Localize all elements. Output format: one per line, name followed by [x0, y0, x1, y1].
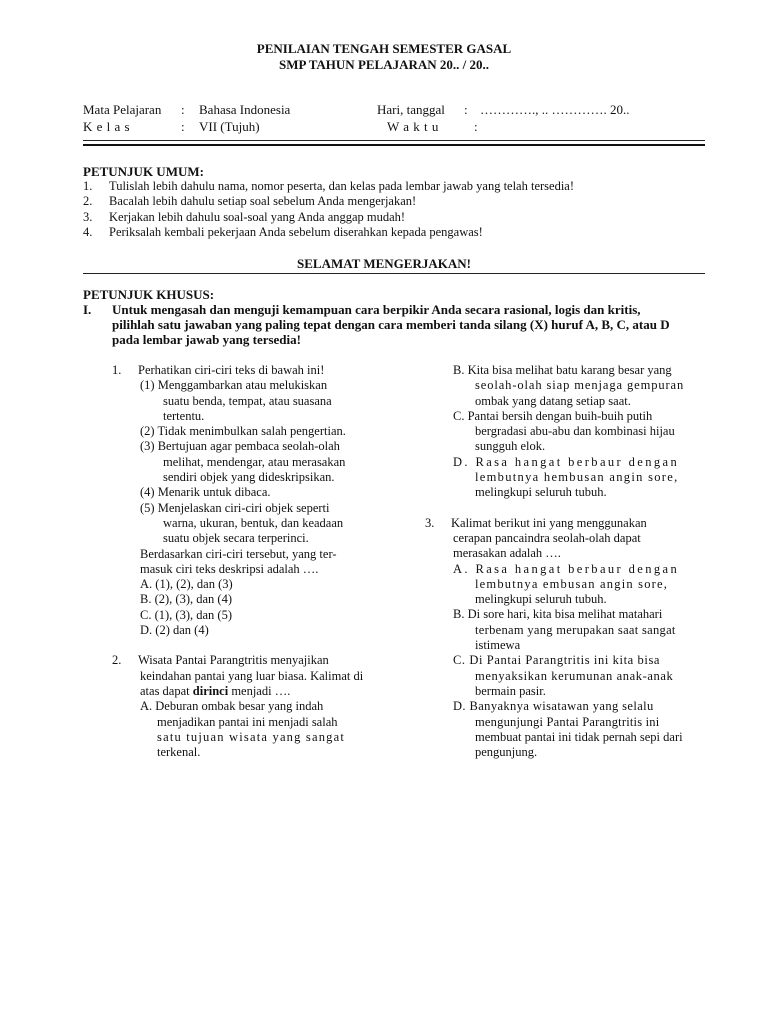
divider-top-thin — [83, 140, 705, 141]
time-label: W a k t u — [387, 119, 439, 134]
q1-item-1-cont: tertentu. — [163, 408, 205, 423]
q2-option-b-cont: seolah-olah siap menjaga gempuran — [475, 378, 685, 393]
q1-item-3: (3) Bertujuan agar pembaca seolah-olah — [140, 439, 340, 454]
exam-title: PENILAIAN TENGAH SEMESTER GASAL — [256, 41, 512, 56]
list-item: 2. Bacalah lebih dahulu setiap soal sebelum Anda mengerjakan! — [83, 194, 417, 209]
subject-colon: : — [181, 102, 185, 117]
q3-option-a: A. Rasa hangat berbaur dengan — [453, 561, 680, 576]
q1-option-a: A. (1), (2), dan (3) — [140, 577, 233, 592]
q3-option-d-cont: mengunjungi Pantai Parangtritis ini — [475, 714, 660, 729]
exam-subtitle: SMP TAHUN PELAJARAN 20.. / 20.. — [278, 57, 490, 72]
question-3-stem: 3. Kalimat berikut ini yang menggunakan — [425, 515, 647, 530]
q3-option-b-cont: istimewa — [475, 638, 521, 653]
class-value: VII (Tujuh) — [199, 119, 260, 134]
q2-option-d-cont: melingkupi seluruh tubuh. — [475, 485, 607, 500]
q1-item-3-cont: sendiri objek yang dideskripsikan. — [163, 470, 335, 485]
q1-item-2: (2) Tidak menimbulkan salah pengertian. — [140, 424, 346, 439]
q2-stem-cont: atas dapat dirinci menjadi …. — [140, 683, 291, 698]
good-luck-text: SELAMAT MENGERJAKAN! — [297, 256, 471, 271]
date-value: …………., .. …………. 20.. — [480, 102, 630, 117]
q3-option-b-cont: terbenam yang merupakan saat sangat — [475, 622, 676, 637]
left-column — [112, 363, 368, 760]
specific-instructions-heading: PETUNJUK KHUSUS: — [83, 287, 215, 302]
specific-instructions-line3: pada lembar jawab yang tersedia! — [112, 332, 301, 347]
q1-item-5: (5) Menjelaskan ciri-ciri objek seperti — [140, 500, 330, 515]
q2-option-a-cont: satu tujuan wisata yang sangat — [157, 729, 346, 744]
date-label: Hari, tanggal — [377, 102, 445, 117]
question-1-stem: 1. Perhatikan ciri-ciri teks di bawah ini! — [112, 363, 325, 377]
general-instructions-list — [83, 179, 705, 240]
class-colon: : — [181, 119, 185, 134]
q2-option-b: B. Kita bisa melihat batu karang besar yang — [453, 363, 672, 377]
q1-item-3-cont: melihat, mendengar, atau merasakan — [163, 454, 346, 469]
date-colon: : — [464, 102, 468, 117]
divider-middle — [83, 273, 705, 274]
q2-option-a: A. Deburan ombak besar yang indah — [140, 699, 324, 714]
specific-instructions-line2: pilihlah satu jawaban yang paling tepat dengan cara memberi tanda silang (X) huruf A, B, C, atau D — [112, 317, 670, 332]
question-2-stem: 2. Wisata Pantai Parangtritis menyajikan — [112, 653, 329, 668]
q3-stem-cont: merasakan adalah …. — [453, 546, 561, 561]
q2-option-a-cont: terkenal. — [157, 745, 201, 760]
q1-item-5-cont: suatu objek secara terperinci. — [163, 531, 309, 546]
q3-option-d-cont: pengunjung. — [475, 745, 538, 760]
specific-instructions-line1: Untuk mengasah dan menguji kemampuan cara berpikir Anda secara rasional, logis dan kritis, — [112, 302, 641, 317]
q2-option-c-cont: bergradasi abu-abu dan kombinasi hijau — [475, 424, 675, 439]
list-item: 4. Periksalah kembali pekerjaan Anda sebelum diserahkan kepada pengawas! — [83, 224, 483, 239]
q1-option-b: B. (2), (3), dan (4) — [140, 592, 232, 607]
q3-option-d: D. Banyaknya wisatawan yang selalu — [453, 699, 654, 714]
q1-item-1-cont: suatu benda, tempat, atau suasana — [163, 393, 332, 408]
q3-option-a-cont: lembutnya embusan angin sore, — [475, 576, 669, 591]
q2-option-c-cont: sungguh elok. — [475, 439, 546, 454]
q3-option-c: C. Di Pantai Parangtritis ini kita bisa — [453, 653, 661, 668]
class-label: K e l a s — [83, 119, 131, 134]
q2-option-b-cont: ombak yang datang setiap saat. — [475, 393, 631, 408]
general-instructions-heading: PETUNJUK UMUM: — [83, 164, 204, 179]
q2-option-c: C. Pantai bersih dengan buih-buih putih — [453, 408, 653, 423]
q1-question-text: Berdasarkan ciri-ciri tersebut, yang ter- — [140, 546, 337, 561]
section-roman-numeral: I. — [83, 302, 92, 317]
time-colon: : — [474, 119, 478, 134]
q3-option-b: B. Di sore hari, kita bisa melihat matahari — [453, 607, 663, 622]
q1-option-d: D. (2) dan (4) — [140, 623, 209, 638]
subject-value: Bahasa Indonesia — [199, 102, 291, 117]
q1-item-5-cont: warna, ukuran, bentuk, dan keadaan — [163, 515, 344, 530]
q2-stem-cont: keindahan pantai yang luar biasa. Kalimat di — [140, 668, 364, 683]
list-item: 1. Tulislah lebih dahulu nama, nomor peserta, dan kelas pada lembar jawab yang telah tersedia! — [83, 179, 575, 193]
q1-item-4: (4) Menarik untuk dibaca. — [140, 485, 271, 500]
q3-option-c-cont: bermain pasir. — [475, 683, 546, 698]
list-item: 3. Kerjakan lebih dahulu soal-soal yang Anda anggap mudah! — [83, 209, 406, 224]
q2-option-d-cont: lembutnya hembusan angin sore, — [475, 470, 679, 485]
right-column — [425, 363, 708, 760]
emphasized-word: dirinci — [192, 683, 229, 698]
q2-option-d: D. Rasa hangat berbaur dengan — [453, 454, 680, 469]
divider-top-thick — [83, 144, 705, 146]
q3-option-a-cont: melingkupi seluruh tubuh. — [475, 592, 607, 607]
q3-stem-cont: cerapan pancaindra seolah-olah dapat — [453, 530, 641, 545]
q2-option-a-cont: menjadikan pantai ini menjadi salah — [157, 714, 338, 729]
q3-option-d-cont: membuat pantai ini tidak pernah sepi dari — [475, 729, 683, 744]
q3-option-c-cont: menyaksikan kerumunan anak-anak — [475, 668, 674, 683]
subject-label: Mata Pelajaran — [83, 102, 162, 117]
q1-option-c: C. (1), (3), dan (5) — [140, 607, 232, 622]
q1-item-1: (1) Menggambarkan atau melukiskan — [140, 378, 328, 393]
q1-question-text-cont: masuk ciri teks deskripsi adalah …. — [140, 561, 319, 576]
